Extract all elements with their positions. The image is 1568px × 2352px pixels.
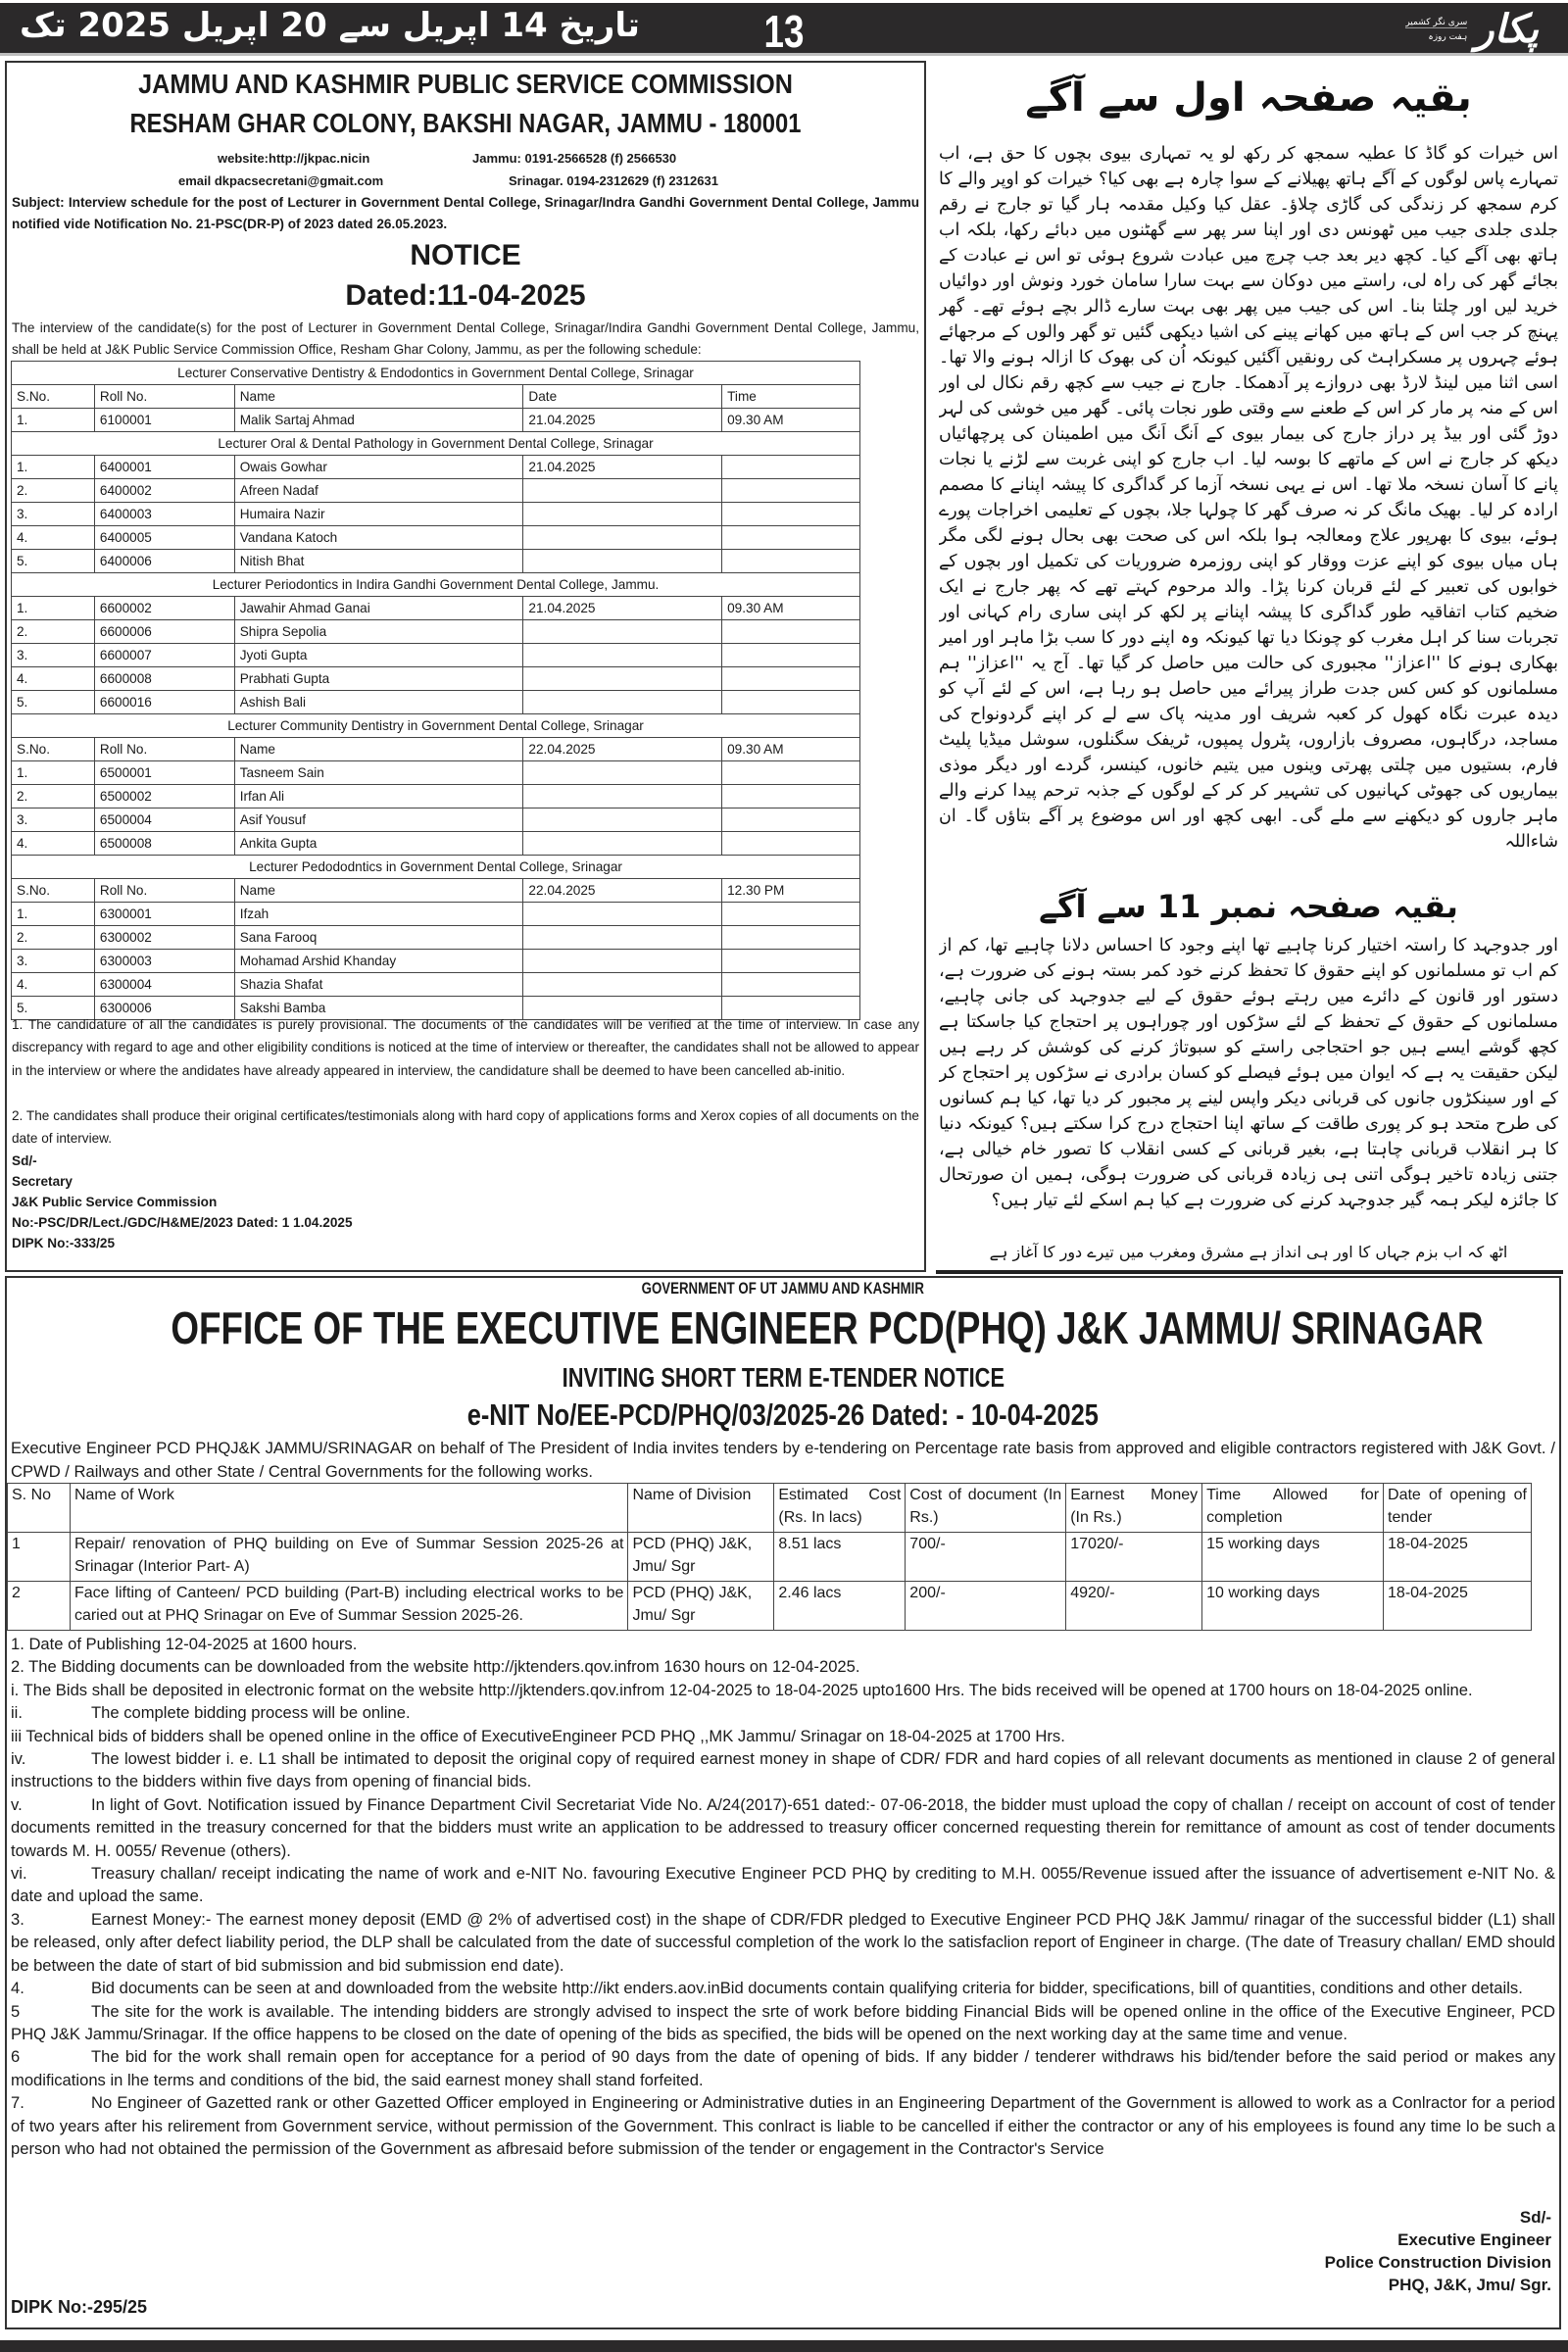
- opening-date-cell: 18-04-2025: [1384, 1582, 1532, 1631]
- serial-cell: 2.: [12, 926, 95, 950]
- name-cell: Ifzah: [234, 903, 523, 926]
- serial-cell: 5.: [12, 997, 95, 1020]
- name-cell: Name: [234, 879, 523, 903]
- name-cell: Jawahir Ahmad Ganai: [234, 597, 523, 620]
- works-row: [8, 1533, 1532, 1582]
- date-cell: [523, 667, 722, 691]
- schedule-row: [12, 785, 860, 808]
- serial-cell: 1.: [12, 903, 95, 926]
- term-text: 1. Date of Publishing 12-04-2025 at 1600 hours.: [11, 1635, 358, 1653]
- notice-subject: Subject: Interview schedule for the post of Lecturer in Government Dental College, Srinagar/Indra Gandhi Government Dental College, Jammu notified vide Notification No. 21-PSC(DR-P) of 2023 dated 26.05.2023.: [12, 195, 919, 231]
- tender-terms: [7, 1633, 1559, 2160]
- roll-number-cell: 6600002: [94, 597, 234, 620]
- time-cell: 09.30 AM: [722, 738, 860, 761]
- term-text: The bid for the work shall remain open for acceptance for a period of 90 days from the date of opening of bids. If any bidder / tenderer withdraws his bid/tender before the said period or makes any modifications in lhe terms and conditions of the bid, the said earnest money shall stand forfeited.: [11, 2047, 1555, 2089]
- work-name-cell: Repair/ renovation of PHQ building on Eve of Summar Session 2025-26 at Srinagar (Interior Part- A): [70, 1533, 628, 1582]
- time-cell: [722, 761, 860, 785]
- schedule-section-row: [12, 362, 860, 385]
- tender-term: [7, 1862, 1559, 1908]
- document-cost-cell: 200/-: [906, 1582, 1066, 1631]
- term-text: Earnest Money:- The earnest money deposit (EMD @ 2% of advertised cost) in the shape of CDR/FDR pledged to Executive Engineer PCD PHQ J&K Jammu/ rinagar of the successful bidder (L1) shall be released, only after defect liability period, the DLP shall be calculated from the date of successful completion of the work lo the satisfaclion report of Engineer in charge. (The date of Treasury challan/ EMD should be between the date of start of bid submission and bid submission end date).: [11, 1909, 1555, 1975]
- works-column-header: Name of Division: [628, 1484, 774, 1533]
- term-number: 6: [11, 2047, 21, 2067]
- time-cell: [722, 503, 860, 526]
- website-text: website:http://jkpac.nicin: [218, 151, 370, 166]
- serial-cell: 1: [8, 1533, 71, 1582]
- tender-signature-place: PHQ, J&K, Jmu/ Sgr.: [1388, 2276, 1551, 2294]
- jkpsc-notice: [5, 61, 926, 1272]
- earnest-money-cell: 17020/-: [1066, 1533, 1202, 1582]
- notice-date: Dated:11-04-2025: [345, 279, 586, 312]
- jammu-phone: Jammu: 0191-2566528 (f) 2566530: [472, 151, 677, 166]
- schedule-row: [12, 526, 860, 550]
- roll-number-cell: 6300004: [94, 973, 234, 997]
- tender-signature-sd: Sd/-: [1519, 2208, 1551, 2227]
- name-cell: Malik Sartaj Ahmad: [234, 409, 523, 432]
- urdu-article-2: اور جدوجہد کا راستہ اختیار کرنا چاہیے تھا اپنے وجود کا احساس دلانا چاہیے تھا، کم از کم اب تو مسلمانوں کو اپنے حقوق کا تحفظ کرنے خود کمر بستہ ہونے کی ضرورت ہے، دستور اور قانون کے دائرے میں رہتے ہوئے حقوق کے لیے جدوجہد کی جانی چاہیے، مسلمانوں کے حقوق کے تحفظ کے لئے سڑکوں اور چوراہوں پر احتجاج کیا جاسکتا ہے کچھ گوشے ایسے ہیں جو احتجاجی راستے کو سبوتاژ کرنے کی کوشش کر رہے ہیں لیکن حقیقت یہ ہے کہ ایوان میں ہوئے فیصلے کو کسان برادری نے سڑکوں پر احتجاج کر کے اور سینکڑوں جانوں کی قربانی دیکر واپس لینے پر مجبور کر دیا تھا، کیا ہم کسانوں کی طرح متحد ہو کر پوری طاقت کے ساتھ اپنا احتجاج درج کرا سکتے ہیں؟ کیونکہ دنیا کا ہر انقلاب قربانی چاہتا ہے، بغیر قربانی کے کسی انقلاب کا تصور خام خیالی ہے، جتنی زیادہ تاخیر ہوگی اتنی ہی زیادہ قربانی کی ضرورت ہوگی، ہمیں ان صورتحال کا جائزہ لیکر ہمہ گیر جدوجہد کرنے کی ضرورت ہے کیا ہم اسکے لئے تیار ہیں؟: [939, 936, 1558, 1210]
- schedule-section-title: Lecturer Conservative Dentistry & Endodontics in Government Dental College, Srinagar: [12, 362, 860, 385]
- estimated-cost-cell: 8.51 lacs: [774, 1533, 906, 1582]
- term-text: The lowest bidder i. e. L1 shall be intimated to deposit the original copy of required earnest money in shape of CDR/ FDR and hard copies of all relevant documents as mentioned in clause 2 of general instructions to the bidders within five days from opening of financial bids.: [11, 1749, 1555, 1791]
- works-column-header: Earnest Money (In Rs.): [1066, 1484, 1202, 1533]
- schedule-section-title: Lecturer Periodontics in Indira Gandhi Government Dental College, Jammu.: [12, 573, 860, 597]
- roll-number-cell: 6300006: [94, 997, 234, 1020]
- schedule-row: [12, 691, 860, 714]
- serial-cell: 2.: [12, 785, 95, 808]
- term-number: iv.: [11, 1749, 26, 1769]
- schedule-row: [12, 950, 860, 973]
- tender-term: [7, 1908, 1559, 1977]
- schedule-row: [12, 832, 860, 856]
- date-cell: 22.04.2025: [523, 879, 722, 903]
- schedule-row: [12, 738, 860, 761]
- schedule-section-row: [12, 432, 860, 456]
- signature-title: Secretary: [12, 1174, 73, 1189]
- term-number: ii.: [11, 1703, 23, 1723]
- earnest-money-cell: 4920/-: [1066, 1582, 1202, 1631]
- time-cell: [722, 526, 860, 550]
- date-cell: [523, 479, 722, 503]
- serial-cell: 2: [8, 1582, 71, 1631]
- schedule-row: [12, 550, 860, 573]
- term-text: i. The Bids shall be deposited in electronic format on the website http://jktenders.qov.infrom 12-04-2025 to 18-04-2025 upto1600 Hrs. The bids received will be opened at 1700 hours on 18-04-2025 online.: [11, 1680, 1473, 1699]
- name-cell: Jyoti Gupta: [234, 644, 523, 667]
- time-cell: [722, 785, 860, 808]
- tender-signature-division: Police Construction Division: [1324, 2253, 1551, 2272]
- tender-term: [7, 1977, 1559, 1999]
- opening-date-cell: 18-04-2025: [1384, 1533, 1532, 1582]
- roll-number-cell: 6400005: [94, 526, 234, 550]
- tender-term: [7, 2000, 1559, 2046]
- masthead-bar: [0, 3, 1568, 56]
- roll-number-cell: 6500008: [94, 832, 234, 856]
- schedule-row: [12, 973, 860, 997]
- date-cell: [523, 644, 722, 667]
- roll-number-cell: 6300002: [94, 926, 234, 950]
- works-table-header: [8, 1484, 1532, 1533]
- date-cell: [523, 832, 722, 856]
- works-table: [7, 1483, 1532, 1631]
- roll-number-cell: Roll No.: [94, 879, 234, 903]
- works-column-header: Estimated Cost (Rs. In lacs): [774, 1484, 906, 1533]
- tender-term: [7, 1633, 1559, 1655]
- time-cell: [722, 620, 860, 644]
- serial-cell: 4.: [12, 526, 95, 550]
- time-cell: 09.30 AM: [722, 597, 860, 620]
- division-cell: PCD (PHQ) J&K, Jmu/ Sgr: [628, 1533, 774, 1582]
- tender-dipk-number: DIPK No:-295/25: [11, 2297, 148, 2317]
- date-cell: 22.04.2025: [523, 738, 722, 761]
- serial-cell: 3.: [12, 808, 95, 832]
- serial-cell: 4.: [12, 973, 95, 997]
- time-cell: [722, 550, 860, 573]
- tender-subtitle: INVITING SHORT TERM E-TENDER NOTICE: [562, 1362, 1004, 1393]
- continuation-heading-1: بقیہ صفحہ اول سے آگے: [1025, 75, 1472, 121]
- time-cell: [722, 808, 860, 832]
- tender-notice: [5, 1276, 1561, 2329]
- schedule-row: [12, 620, 860, 644]
- signature-sd: Sd/-: [12, 1153, 37, 1168]
- name-cell: Sana Farooq: [234, 926, 523, 950]
- name-cell: Name: [234, 385, 523, 409]
- tender-intro: Executive Engineer PCD PHQJ&K JAMMU/SRINAGAR on behalf of The President of India invites tenders by e-tendering on Percentage rate basis from approved and eligible contractors registered with J&K Govt. / CPWD / Railways and other State / Central Governments for the following works.: [11, 1439, 1555, 1481]
- name-cell: Tasneem Sain: [234, 761, 523, 785]
- tender-term: [7, 1679, 1559, 1701]
- roll-number-cell: 6400001: [94, 456, 234, 479]
- works-column-header: S. No: [8, 1484, 71, 1533]
- serial-cell: S.No.: [12, 385, 95, 409]
- name-cell: Afreen Nadaf: [234, 479, 523, 503]
- logo-wordmark: پکار: [1475, 7, 1539, 52]
- date-cell: [523, 973, 722, 997]
- serial-cell: 2.: [12, 479, 95, 503]
- schedule-row: [12, 644, 860, 667]
- schedule-row: [12, 879, 860, 903]
- schedule-row: [12, 926, 860, 950]
- works-column-header: Time Allowed for completion: [1202, 1484, 1384, 1533]
- term-text: 2. The Bidding documents can be downloaded from the website http://jktenders.qov.infrom 1630 hours on 12-04-2025.: [11, 1657, 860, 1677]
- roll-number-cell: 6600006: [94, 620, 234, 644]
- reference-number: No:-PSC/DR/Lect./GDC/H&ME/2023 Dated: 1 1.04.2025: [12, 1215, 353, 1230]
- tender-term: [7, 1655, 1559, 1678]
- term-text: Treasury challan/ receipt indicating the name of work and e-NIT No. favouring Executive Engineer PCD PHQ by crediting to M.H. 0055/Revenue issued after the issuance of advertisement e-NIT No. & date and upload the same.: [11, 1864, 1555, 1906]
- time-cell: [722, 973, 860, 997]
- newspaper-logo: [1405, 3, 1539, 56]
- time-cell: [722, 903, 860, 926]
- term-number: v.: [11, 1794, 23, 1814]
- name-cell: Vandana Katoch: [234, 526, 523, 550]
- works-column-header: Cost of document (In Rs.): [906, 1484, 1066, 1533]
- notice-title: JAMMU AND KASHMIR PUBLIC SERVICE COMMISSION: [138, 69, 793, 99]
- term-number: 7.: [11, 2093, 24, 2113]
- roll-number-cell: 6400002: [94, 479, 234, 503]
- schedule-section-row: [12, 573, 860, 597]
- schedule-row: [12, 409, 860, 432]
- tender-term: [7, 1793, 1559, 1862]
- roll-number-cell: 6500004: [94, 808, 234, 832]
- serial-cell: 1.: [12, 761, 95, 785]
- enit-number: e-NIT No/EE-PCD/PHQ/03/2025-26 Dated: - 10-04-2025: [466, 1397, 1100, 1432]
- schedule-row: [12, 456, 860, 479]
- term-number: 5: [11, 2001, 21, 2021]
- estimated-cost-cell: 2.46 lacs: [774, 1582, 906, 1631]
- term-text: The site for the work is available. The intending bidders are strongly advised to inspect the srte of work before bidding Financial Bids will be opened online in the office of the Executive Engineer, PCD PHQ J&K Jammu/Srinagar. If the office happens to be closed on the date of opening of the bids as specified, the bids will be opened on the next working day at the same time and venue.: [11, 2001, 1555, 2043]
- footer-bar: [0, 2340, 1568, 2352]
- roll-number-cell: Roll No.: [94, 738, 234, 761]
- tender-signature-title: Executive Engineer: [1397, 2230, 1551, 2249]
- tender-office-title: OFFICE OF THE EXECUTIVE ENGINEER PCD(PHQ) J&K JAMMU/ SRINAGAR: [171, 1302, 1484, 1353]
- notice-intro: The interview of the candidate(s) for the post of Lecturer in Government Dental College, Srinagar/Indira Gandhi Government Dental College, Jammu, shall be held at J&K Public Service Commission Office, Resham Ghar Colony, Jammu, as per the following schedule:: [12, 320, 919, 357]
- urdu-column: [939, 61, 1558, 1272]
- continuation-heading-2: بقیہ صفحہ نمبر 11 سے آگے: [1039, 888, 1458, 925]
- tender-term: [7, 2045, 1559, 2091]
- work-name-cell: Face lifting of Canteen/ PCD building (Part-B) including electrical works to be caried out at PHQ Srinagar on Eve of Summar Session 2025-26.: [70, 1582, 628, 1631]
- tender-term: [7, 2091, 1559, 2160]
- roll-number-cell: 6400003: [94, 503, 234, 526]
- schedule-row: [12, 761, 860, 785]
- signature-org: J&K Public Service Commission: [12, 1195, 218, 1209]
- time-cell: [722, 926, 860, 950]
- schedule-row: [12, 503, 860, 526]
- schedule-row: [12, 903, 860, 926]
- time-cell: [722, 691, 860, 714]
- name-cell: Sakshi Bamba: [234, 997, 523, 1020]
- dipk-number: DIPK No:-333/25: [12, 1236, 116, 1250]
- serial-cell: 5.: [12, 691, 95, 714]
- roll-number-cell: 6600007: [94, 644, 234, 667]
- roll-number-cell: 6600008: [94, 667, 234, 691]
- date-cell: 21.04.2025: [523, 409, 722, 432]
- date-cell: [523, 785, 722, 808]
- term-text: In light of Govt. Notification issued by Finance Department Civil Secretariat Vide No. A/24(2017)-651 dated:- 07-06-2018, the bidder must upload the copy of challan / receipt on account of cost of tender documents remitted in the treasury concerned for that the bidders must write an application to be addressed to treasury officer concerned requesting therein for remittance of amount as cost of tender documents towards M. H. 0055/ Revenue (others).: [11, 1794, 1555, 1860]
- roll-number-cell: 6400006: [94, 550, 234, 573]
- logo-tag: ہفت روزہ: [1428, 31, 1468, 42]
- time-cell: [722, 832, 860, 856]
- srinagar-phone: Srinagar. 0194-2312629 (f) 2312631: [509, 173, 718, 188]
- serial-cell: S.No.: [12, 738, 95, 761]
- term-number: 4.: [11, 1979, 24, 1998]
- document-cost-cell: 700/-: [906, 1533, 1066, 1582]
- roll-number-cell: 6100001: [94, 409, 234, 432]
- name-cell: Irfan Ali: [234, 785, 523, 808]
- section-divider: [936, 1270, 1563, 1274]
- time-cell: [722, 644, 860, 667]
- date-cell: 21.04.2025: [523, 597, 722, 620]
- time-allowed-cell: 15 working days: [1202, 1533, 1384, 1582]
- schedule-section-title: Lecturer Community Dentistry in Government Dental College, Srinagar: [12, 714, 860, 738]
- works-row: [8, 1582, 1532, 1631]
- email-text: email dkpacsecretani@gmait.com: [178, 173, 384, 188]
- serial-cell: 4.: [12, 667, 95, 691]
- date-cell: [523, 503, 722, 526]
- interview-schedule-table: [11, 361, 860, 1020]
- serial-cell: 3.: [12, 503, 95, 526]
- roll-number-cell: 6600016: [94, 691, 234, 714]
- notice-address: RESHAM GHAR COLONY, BAKSHI NAGAR, JAMMU - 180001: [129, 108, 802, 138]
- schedule-section-row: [12, 714, 860, 738]
- notice-heading: NOTICE: [410, 239, 521, 271]
- date-cell: 21.04.2025: [523, 456, 722, 479]
- schedule-row: [12, 808, 860, 832]
- tender-term: [7, 1701, 1559, 1724]
- roll-number-cell: 6500002: [94, 785, 234, 808]
- date-cell: [523, 903, 722, 926]
- division-cell: PCD (PHQ) J&K, Jmu/ Sgr: [628, 1582, 774, 1631]
- date-cell: [523, 926, 722, 950]
- date-cell: [523, 526, 722, 550]
- tender-term: [7, 1747, 1559, 1793]
- time-cell: [722, 950, 860, 973]
- date-cell: Date: [523, 385, 722, 409]
- name-cell: Prabhati Gupta: [234, 667, 523, 691]
- tender-term: [7, 1725, 1559, 1747]
- page-number: 13: [763, 6, 805, 57]
- schedule-section-row: [12, 856, 860, 879]
- roll-number-cell: 6500001: [94, 761, 234, 785]
- works-column-header: Name of Work: [70, 1484, 628, 1533]
- name-cell: Ankita Gupta: [234, 832, 523, 856]
- time-cell: [722, 456, 860, 479]
- name-cell: Ashish Bali: [234, 691, 523, 714]
- name-cell: Name: [234, 738, 523, 761]
- date-cell: [523, 808, 722, 832]
- term-text: The complete bidding process will be online.: [91, 1703, 411, 1723]
- name-cell: Nitish Bhat: [234, 550, 523, 573]
- date-cell: [523, 691, 722, 714]
- time-cell: [722, 667, 860, 691]
- schedule-row: [12, 385, 860, 409]
- issue-date-range: تاریخ 14 اپریل سے 20 اپریل 2025 تک: [20, 6, 640, 45]
- time-cell: 12.30 PM: [722, 879, 860, 903]
- term-text: No Engineer of Gazetted rank or other Gazetted Officer employed in Engineering or Administrative duties in an Engineering Department of the Government is allowed to work as a Conlractor for a period of two years after his relirement from Government service, without permission of the Government. This conlract is liable to be cancelled if either the contractor or any of his employees is found any time lo be such a person who had not obtained the permission of the Government as afbresaid before submission of the tender or engagement in the Contractor's Service: [11, 2093, 1555, 2158]
- term-text: Bid documents can be seen at and downloaded from the website http://ikt enders.aov.inBid documents contain qualifying criteria for bidder, specifications, bill of quantities, conditions and other details.: [91, 1979, 1523, 1998]
- logo-place: سری نگر کشمیر: [1405, 17, 1468, 27]
- urdu-article-1: اس خیرات کو گاڈ کا عطیہ سمجھ کر رکھ لو یہ تمہاری بیوی بچوں کا حق ہے، اب تمہارے پاس لوگوں کے آگے ہاتھ پھیلانے کے سوا چارہ ہے بھی کیا؟ خیرات کو اوپر والے کا کرم سمجھ کر زندگی کی گاڑی چلاؤ۔ عقل کیا وکیل مقدمہ ہار گیا تو جارج نے رقم جلدی جلدی جیب میں ٹھونس دی اور اپنا سر پھر سے گھٹنوں میں دبائے رکھا، بلکہ اب ہاتھ بھی آگے کیا۔ کچھ دیر بعد جب چرچ میں عبادت شروع ہوئی تو اس نے عبادت کے بجائے گھر کی راہ لی، راستے میں دوکان سے بہت سارا سامان خورد ونوش اور دوائیاں خرید لیں اور چلتا بنا۔ اس کی جیب میں پھر بھی بہت سارے ڈالر بچے ہوئے تھے۔ گھر پہنچ کر جب اس کے ہاتھ میں کھانے پینے کی اشیا دیکھی گئیں تو گھر والوں کے مرجھائے ہوئے چہروں پر مسکراہٹ کی رونقیں آگئیں کیونکہ اُن کی بھوک کا ازالہ ہونے والا تھا۔ اسی اثنا میں لینڈ لارڈ بھی دروازے پر آدھمکا۔ جارج نے جیب سے کچھ رقم نکال لی اور اس کے منہ پر مار کر اس کے طعنے سے وقتی طور نجات پائی۔ گھر میں خوشی کی لہر دوڑ گئی اور بیڈ پر دراز جارج کی بیمار بیوی کے اَنگ اَنگ میں اطمینان کی پرچھائیاں دیکھ کر جارج نے اس کے ماتھے کا بوسہ لیا۔ اب جارج کو اپنی غربت سے لڑنے یا نجات پانے کا آسان نسخہ ملا تھا۔ اس نے یہی نسخہ آزما کر گداگری کا پیشہ اپنانے کا مصمم ارادہ کر لیا۔ بھیک مانگ کر نہ صرف گھر کا چولہا جلا، بچوں کے تعلیمی اخراجات پورے ہوئے، بیوی کا بھرپور علاج ومعالجہ ہوا بلکہ اس کی صحت بھی بحال ہونے لگی مگر ہاں میاں بیوی کو اپنے عزت ووقار کو اپنی روزمرہ ضروریات کی تکمیل اور بچوں کے خوابوں کی تعبیر کے لئے قربان کرنا پڑا۔ والد مرحوم کہتے تھے کہ پھر جارج نے ایک ضخیم کتاب اتفاقیہ طور گداگری کا پیشہ اپنانے پر لکھ کر اپنی ساری رام کہانی اور تجربات سنا کر اہل مغرب کو چونکا دیا تھا کیونکہ وہ اپنے دور کا سب بڑا ماہر اور امیر بھکاری ہونے کا ''اعزاز'' مجبوری کی حالت میں حاصل کر گیا تھا۔ آج یہ ''اعزاز'' ہم مسلمانوں کو کس کس جدت طراز پیرائے میں حاصل ہو رہا ہے، اس کے لئے آپ کو دیدہ عبرت نگاہ کھول کر کعبہ شریف اور مدینہ پاک سے لے کر اپنے گردونواح کی مساجد، درگاہوں، مصروف بازاروں، پٹرول پمپوں، ٹریفک سگنلوں، سوشل میڈیا پلیٹ فارم، بستیوں میں چلتی پھرتی وینوں میں یتیم خانوں، کینسر، گردے اور دیگر موذی بیماریوں کی جھوٹی کہانیوں کی تشہیر کر کر کے لوگوں کے جذبہ ترحم پیدا کرنے والے ماہر جاروں کو دیکھنے سے ملے گی۔ ابھی کچھ اور اس موضوع پر آگے بتاؤں گا۔ ان شاءاللہ: [939, 144, 1558, 852]
- schedule-row: [12, 597, 860, 620]
- time-cell: 09.30 AM: [722, 409, 860, 432]
- roll-number-cell: 6300001: [94, 903, 234, 926]
- roll-number-cell: Roll No.: [94, 385, 234, 409]
- name-cell: Asif Yousuf: [234, 808, 523, 832]
- serial-cell: 3.: [12, 950, 95, 973]
- date-cell: [523, 620, 722, 644]
- serial-cell: 2.: [12, 620, 95, 644]
- date-cell: [523, 550, 722, 573]
- works-column-header: Date of opening of tender: [1384, 1484, 1532, 1533]
- name-cell: Shazia Shafat: [234, 973, 523, 997]
- name-cell: Humaira Nazir: [234, 503, 523, 526]
- schedule-row: [12, 479, 860, 503]
- note-1: 1. The candidature of all the candidates is purely provisional. The documents of the candidates will be verified at the time of interview. In case any discrepancy with regard to age and other eligibility conditions is noticed at the time of interview or thereafter, the candidates shall not be allowed to appear in the interview or where the andidates have already appeared in interview, the candidature shall be deemed to have been cancelled ab-initio.: [12, 1017, 919, 1078]
- name-cell: Owais Gowhar: [234, 456, 523, 479]
- time-cell: Time: [722, 385, 860, 409]
- serial-cell: 3.: [12, 644, 95, 667]
- term-text: iii Technical bids of bidders shall be opened online in the office of ExecutiveEngineer PCD PHQ ,,MK Jammu/ Srinagar on 18-04-2025 at 1700 Hrs.: [11, 1726, 1065, 1745]
- date-cell: [523, 761, 722, 785]
- time-allowed-cell: 10 working days: [1202, 1582, 1384, 1631]
- serial-cell: 1.: [12, 597, 95, 620]
- term-number: vi.: [11, 1864, 27, 1884]
- schedule-section-title: Lecturer Pedododntics in Government Dental College, Srinagar: [12, 856, 860, 879]
- urdu-couplet: اٹھ کہ اب بزم جہاں کا اور ہی انداز ہے مشرق ومغرب میں تیرے دور کا آغاز ہے: [989, 1243, 1508, 1261]
- serial-cell: S.No.: [12, 879, 95, 903]
- government-line: GOVERNMENT OF UT JAMMU AND KASHMIR: [641, 1279, 925, 1298]
- time-cell: [722, 479, 860, 503]
- serial-cell: 1.: [12, 409, 95, 432]
- schedule-row: [12, 667, 860, 691]
- name-cell: Mohamad Arshid Khanday: [234, 950, 523, 973]
- roll-number-cell: 6300003: [94, 950, 234, 973]
- schedule-section-title: Lecturer Oral & Dental Pathology in Government Dental College, Srinagar: [12, 432, 860, 456]
- serial-cell: 1.: [12, 456, 95, 479]
- serial-cell: 4.: [12, 832, 95, 856]
- name-cell: Shipra Sepolia: [234, 620, 523, 644]
- note-2: 2. The candidates shall produce their original certificates/testimonials along with hard copy of applications forms and Xerox copies of all documents on the date of interview.: [12, 1108, 919, 1147]
- date-cell: [523, 950, 722, 973]
- term-number: 3.: [11, 1909, 24, 1929]
- serial-cell: 5.: [12, 550, 95, 573]
